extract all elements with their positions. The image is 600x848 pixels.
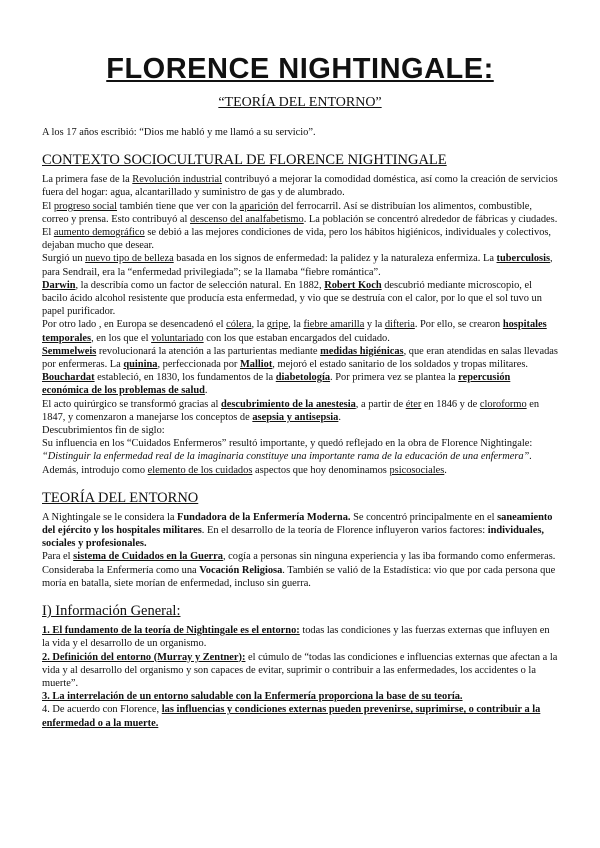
section-informacion-body	[42, 624, 558, 730]
section-heading-informacion: I) Información General:	[42, 603, 181, 620]
intro-paragraph: A los 17 años escribió: “Dios me habló y me llamó a su servicio”.	[42, 127, 316, 138]
paragraph: Semmelweis revolucionará la atención a las parturientas mediante medidas higiénicas, que eran atendidas en salas llevadas por enfermeras. La quinina, perfeccionada por Malliot, mejoró el estado sanitario de los soldados y tropas militares. Bouchardat estableció, en 1830, los fundamentos de la diabetología. Por primera vez se plantea la repercusión económica de los problemas de salud.	[42, 345, 558, 397]
document-title: FLORENCE NIGHTINGALE:	[106, 53, 494, 85]
numbered-item-2: 2. Definición del entorno (Murray y Zentner): el cúmulo de “todas las condiciones e influencias externas que afectan a la vida y al desarrollo del organismo y son capaces de evitar, suprimir o contribuir a las enfermedades, los accidentes o la muerte”.	[42, 651, 558, 689]
paragraph: La primera fase de la Revolución industrial contribuyó a mejorar la comodidad doméstica, así como la creación de servicios fuera del hogar: agua, alcantarillado y suministro de gas y de alumbrado.	[42, 174, 558, 199]
paragraph: A Nightingale se le considera la Fundadora de la Enfermería Moderna. Se concentró principalmente en el saneamiento del ejército y los hospitales militares. En el desarrollo de la teoría de Florence influyeron varios factores: individuales, sociales y profesionales.	[42, 511, 553, 550]
paragraph: El progreso social también tiene que ver con la aparición del ferrocarril. Así se distribuían los alimentos, combustible, correo y prensa. Esto contribuyó al descenso del analfabetismo. La población se concentró alrededor de fábricas y ciudades. El aumento demográfico se debió a las mejores condiciones de vida, pero los hábitos higiénicos, individuales y colectivos, dejaban mucho que desear.	[42, 200, 558, 252]
paragraph: Surgió un nuevo tipo de belleza basada en los signos de enfermedad: la palidez y la naturaleza enfermiza. La tuberculosis, para Sendrail, era la “enfermedad privilegiada”; se la llamaba “fiebre romántica”.	[42, 253, 553, 278]
paragraph: Descubrimientos fin de siglo:	[42, 425, 165, 437]
document-subtitle: “TEORÍA DEL ENTORNO”	[218, 95, 382, 110]
numbered-item-3: 3. La interrelación de un entorno saludable con la Enfermería proporciona la base de su teoría.	[42, 691, 463, 703]
section-contexto-body	[42, 173, 558, 477]
document-page	[42, 52, 558, 730]
paragraph: Su influencia en los “Cuidados Enfermeros” resultó importante, y quedó reflejado en la obra de Florence Nightingale: “Distinguir la enfermedad real de la imaginaria constituye una importante rama de la educación de una enfermera”. Además, introdujo como elemento de los cuidados aspectos que hoy denominamos psicosociales.	[42, 438, 533, 476]
section-heading-teoria: TEORÍA DEL ENTORNO	[42, 489, 199, 506]
numbered-item-1: 1. El fundamento de la teoría de Nightingale es el entorno: todas las condiciones y las fuerzas externas que influyen en la vida y el desarrollo de un organismo.	[42, 625, 550, 650]
paragraph: El acto quirúrgico se transformó gracias al descubrimiento de la anestesia, a partir de éter en 1846 y de cloroformo en 1847, y comenzaron a manejarse los conceptos de asepsia y antisepsia.	[42, 398, 540, 423]
paragraph: Darwin, la describía como un factor de selección natural. En 1882, Robert Koch descubrió mediante microscopio, el bacilo ácido alcohol resistente que producía esta enfermedad, y vio que se destruía con el calor, por lo que el sol tuvo un papel purificador.	[42, 279, 542, 318]
section-teoria-body	[42, 511, 558, 590]
section-heading-contexto: CONTEXTO SOCIOCULTURAL DE FLORENCE NIGHTINGALE	[42, 152, 447, 169]
numbered-item-4: 4. De acuerdo con Florence, las influencias y condiciones externas pueden prevenirse, suprimirse, o contribuir a la enfermedad o a la muerte.	[42, 704, 541, 729]
paragraph: Para el sistema de Cuidados en la Guerra, cogía a personas sin ninguna experiencia y las iba formando como enfermeras. Consideraba la Enfermería como una Vocación Religiosa. También se valió de la Estadística: vio que por cada persona que moría en batalla, siete morían de enfermedad, incluso sin guerra.	[42, 551, 556, 589]
paragraph: Por otro lado , en Europa se desencadenó el cólera, la gripe, la fiebre amarilla y la difteria. Por ello, se crearon hospitales temporales, en los que el voluntariado con los que estaban encargados del cuidado.	[42, 319, 547, 344]
